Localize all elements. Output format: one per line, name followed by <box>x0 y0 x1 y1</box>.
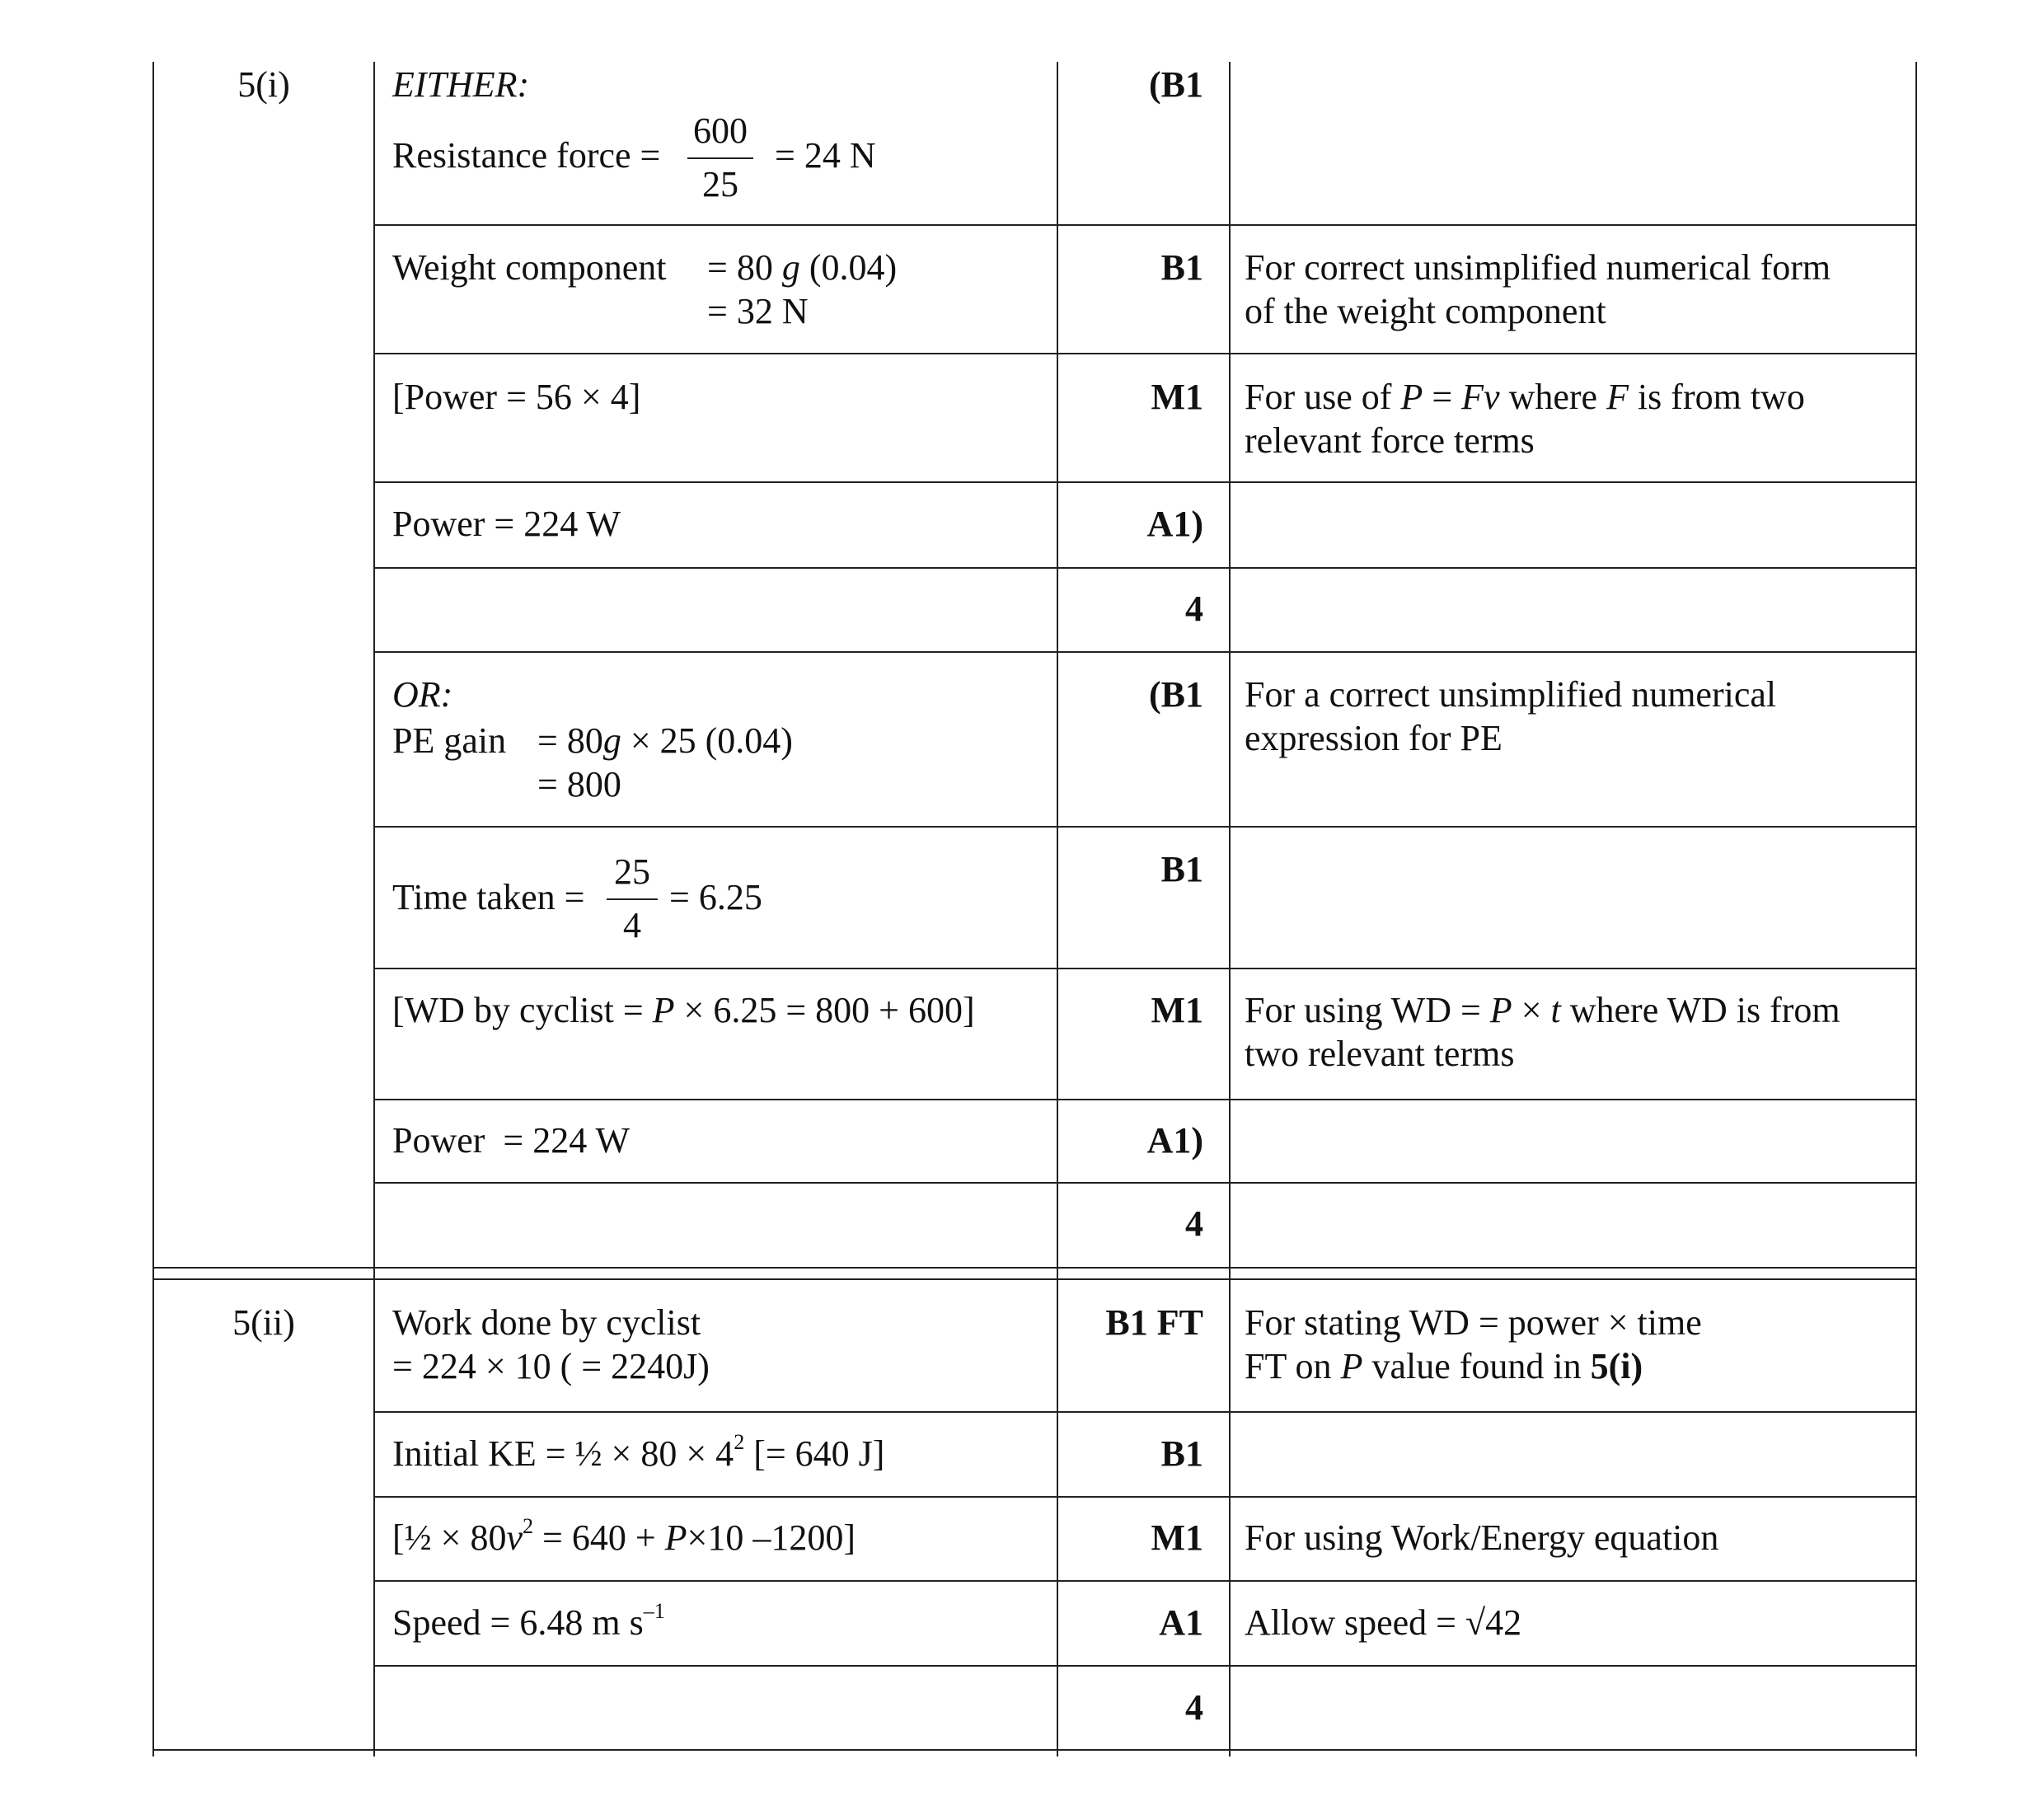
row-divider <box>373 481 1917 483</box>
row-divider <box>373 968 1917 969</box>
work-line-2: = 224 × 10 ( = 2240J) <box>392 1346 710 1386</box>
time-fraction <box>607 851 658 946</box>
row-divider <box>373 1182 1917 1184</box>
mark-m1: M1 <box>1151 990 1203 1030</box>
pe-label: PE gain <box>392 720 507 761</box>
mark-b1: B1 <box>1160 247 1203 288</box>
section-divider <box>152 1278 1917 1280</box>
question-number: 5(i) <box>237 64 290 105</box>
row-divider <box>373 826 1917 828</box>
row-divider <box>373 1099 1917 1100</box>
fraction-bar <box>607 898 658 900</box>
speed-result: Speed = 6.48 m $s^{-1}$ <box>392 1599 665 1643</box>
column-divider-3 <box>1229 62 1231 1756</box>
time-result: = 6.25 <box>669 877 762 917</box>
guidance-wd-power-time: For stating WD = power × time <box>1245 1302 1702 1343</box>
guidance-wd-line-1: For using WD = P × t where WD is from <box>1245 990 1840 1030</box>
guidance-pfv-line-1: For use of P = Fv where F is from two <box>1245 377 1805 417</box>
fraction-denominator: 25 <box>702 164 738 204</box>
mark-total: 4 <box>1185 1687 1203 1728</box>
row-divider <box>373 1411 1917 1413</box>
power-result-2: Power = 224 W <box>392 1120 630 1161</box>
mark-b1: (B1 <box>1149 674 1203 715</box>
guidance-allow-speed: Allow speed = √42 <box>1245 1602 1522 1643</box>
fraction-bar <box>687 157 753 159</box>
guidance-ft-line: FT on P value found in 5(i) <box>1245 1346 1643 1386</box>
guidance-pfv-line-2: relevant force terms <box>1245 420 1535 461</box>
column-divider-2 <box>1057 62 1058 1756</box>
weight-line-2: = 32 N <box>707 291 809 331</box>
fraction-numerator: 600 <box>693 110 748 151</box>
mark-total: 4 <box>1185 1203 1203 1244</box>
energy-equation: [½ × $80v^2 = 640 + P\times 10$ –1200] <box>392 1514 856 1558</box>
question-number: 5(ii) <box>232 1302 295 1343</box>
fraction-denominator: 4 <box>623 905 641 945</box>
weight-line-1: = 80 g (0.04) <box>707 247 898 288</box>
wd-method: [WD by cyclist = P × 6.25 = 800 + 600] <box>392 990 975 1030</box>
column-divider-1 <box>373 62 375 1756</box>
fraction-numerator: 25 <box>614 851 650 892</box>
power-result: Power = 224 W <box>392 504 621 544</box>
row-divider <box>373 1665 1917 1667</box>
or-label: OR: <box>392 674 453 715</box>
mark-b1: B1 <box>1160 849 1203 889</box>
row-divider <box>373 567 1917 569</box>
table-border-bottom <box>152 1749 1917 1751</box>
pe-line-1: = 80g × 25 (0.04) <box>537 720 793 761</box>
guidance-pe-line-1: For a correct unsimplified numerical <box>1245 674 1777 715</box>
guidance-weight-line-1: For correct unsimplified numerical form <box>1245 247 1831 288</box>
work-line-1: Work done by cyclist <box>392 1302 701 1343</box>
mark-m1: M1 <box>1151 1517 1203 1558</box>
mark-m1: M1 <box>1151 377 1203 417</box>
mark-b1: (B1 <box>1149 64 1203 105</box>
mark-a1: A1) <box>1146 1120 1203 1161</box>
power-method: [Power = 56 × 4] <box>392 377 641 417</box>
weight-label: Weight component <box>392 247 667 288</box>
resistance-fraction <box>687 110 753 205</box>
mark-a1: A1 <box>1159 1602 1203 1643</box>
mark-b1-ft: B1 FT <box>1105 1302 1203 1343</box>
guidance-work-energy: For using Work/Energy equation <box>1245 1517 1719 1558</box>
resistance-result: = 24 N <box>775 135 876 176</box>
guidance-weight-line-2: of the weight component <box>1245 291 1606 331</box>
row-divider <box>373 651 1917 653</box>
mark-b1: B1 <box>1160 1433 1203 1474</box>
row-divider <box>373 1580 1917 1582</box>
mark-total: 4 <box>1185 589 1203 629</box>
pe-line-2: = 800 <box>537 764 621 804</box>
guidance-pe-line-2: expression for PE <box>1245 718 1503 758</box>
row-divider <box>373 353 1917 354</box>
row-divider <box>373 1496 1917 1498</box>
section-divider <box>152 1267 1917 1269</box>
table-border-left <box>152 62 154 1756</box>
either-label: EITHER: <box>392 64 530 105</box>
time-text: Time taken = <box>392 877 585 917</box>
resistance-text: Resistance force = <box>392 135 661 176</box>
row-divider <box>373 224 1917 226</box>
guidance-wd-line-2: two relevant terms <box>1245 1034 1515 1074</box>
mark-a1: A1) <box>1146 504 1203 544</box>
table-border-right <box>1915 62 1917 1756</box>
initial-ke: Initial KE = ½ × $80 \times 4^2$ [= 640 J] <box>392 1430 885 1474</box>
